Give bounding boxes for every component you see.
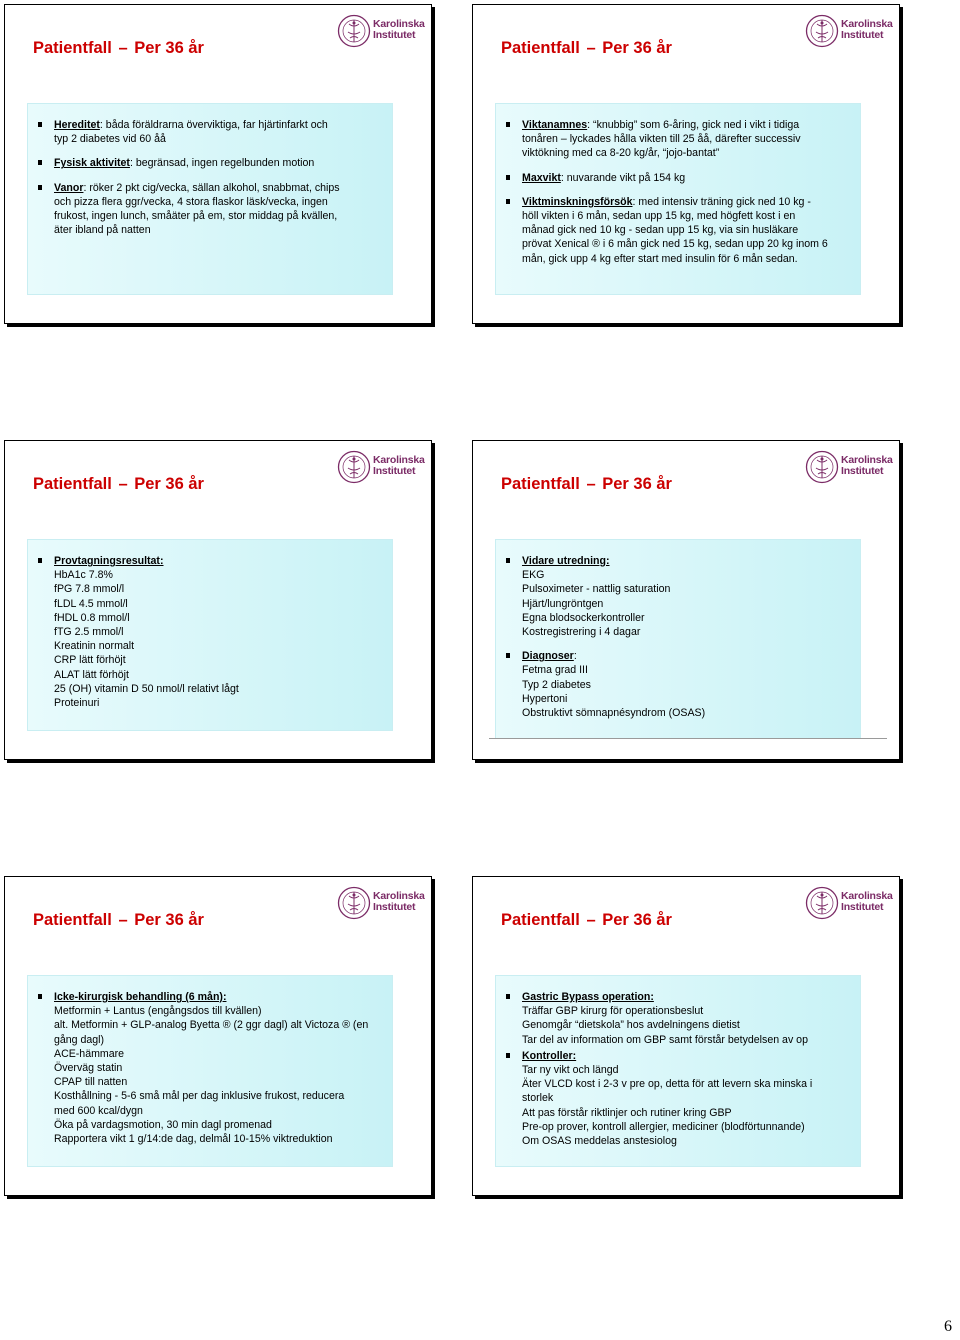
karolinska-seal-icon: [805, 14, 839, 48]
logo-line-2: Institutet: [373, 28, 416, 41]
bullet-maxvikt: Maxvikt: nuvarande vikt på 154 kg: [522, 171, 850, 185]
bullet-provtagningsresultat: Provtagningsresultat: HbA1c 7.8% fPG 7.8 mmol/l fLDL 4.5 mmol/l fHDL 0.8 mmol/l fTG 2.5 mmol/l Kreatinin normalt CRP lätt förhöjt ALAT lätt förhöjt 25 (OH) vitamin D 50 nmol/l relativt lågt Proteinuri: [54, 554, 382, 710]
logo-line-2: Institutet: [841, 464, 884, 477]
logo-line-2: Institutet: [373, 900, 416, 913]
bullet-vidare-utredning: Vidare utredning: EKG Pulsoximeter - nattlig saturation Hjärt/lungröntgen Egna blodsockerkontroller Kostregistrering i 4 dagar: [522, 554, 850, 639]
karolinska-logo: [805, 13, 891, 51]
logo-line-1: Karolinska: [841, 454, 893, 466]
logo-line-1: Karolinska: [373, 454, 425, 466]
slide-title: Patientfall – Per 36 år: [501, 39, 672, 57]
slide-5: [4, 876, 432, 1196]
slide-6: [472, 876, 900, 1196]
content-box: [495, 539, 861, 739]
slide-1: [4, 4, 432, 324]
content-box: [27, 975, 393, 1167]
karolinska-seal-icon: [337, 14, 371, 48]
slide-title: Patientfall – Per 36 år: [33, 911, 204, 929]
slide-title: Patientfall – Per 36 år: [33, 39, 204, 57]
slide-title: Patientfall – Per 36 år: [501, 475, 672, 493]
divider: [489, 738, 887, 739]
karolinska-seal-icon: [337, 450, 371, 484]
logo-line-2: Institutet: [841, 900, 884, 913]
karolinska-logo: [805, 885, 891, 923]
karolinska-logo: [337, 449, 423, 487]
content-box: [27, 103, 393, 295]
bullet-fysisk-aktivitet: Fysisk aktivitet: begränsad, ingen regelbunden motion: [54, 156, 382, 170]
logo-line-1: Karolinska: [373, 18, 425, 30]
logo-line-1: Karolinska: [841, 18, 893, 30]
slide-4: [472, 440, 900, 760]
bullet-vanor: Vanor: röker 2 pkt cig/vecka, sällan alkohol, snabbmat, chips och pizza flera ggr/vecka, 4 stora flaskor läsk/vecka, ingen frukost, ingen lunch, småäter på em, stor middag på kvällen, äter ibland på natten: [54, 181, 382, 238]
logo-line-2: Institutet: [841, 28, 884, 41]
slide-title: Patientfall – Per 36 år: [33, 475, 204, 493]
bullet-gastric-bypass: Gastric Bypass operation: Träffar GBP kirurg för operationsbeslut Genomgår “dietskola” hos avdelningens dietist Tar del av information om GBP samt förstår betydelsen av op: [522, 990, 850, 1047]
karolinska-logo: [337, 13, 423, 51]
bullet-viktanamnes: Viktanamnes: “knubbig” som 6-åring, gick ned i vikt i tidiga tonåren – lyckades hålla vikten till 25 åå, därefter successiv viktökning med ca 8-20 kg/år, “jojo-bantat”: [522, 118, 850, 161]
bullet-kontroller: Kontroller: Tar ny vikt och längd Äter VLCD kost i 2-3 v pre op, detta för att levern ska minska i storlek Att pas förstår riktlinjer och rutiner kring GBP Pre-op prover, kontroll allergier, mediciner (blodförtunnande) Om OSAS meddelas anstesiolog: [522, 1049, 850, 1148]
content-box: [495, 103, 861, 295]
karolinska-seal-icon: [337, 886, 371, 920]
bullet-viktminskningsforsok: Viktminskningsförsök: med intensiv träning gick ned 10 kg - höll vikten i 6 mån, sedan upp 15 kg, med högfett kost i en månad gick ned 10 kg - sedan upp 15 kg, via sin husläkare prövat Xenical ® i 6 mån gick ned 15 kg, sedan upp 20 kg inom 6 mån, gick upp 4 kg efter start med insulin för 6 mån sedan.: [522, 195, 850, 266]
bullet-diagnoser: Diagnoser: Fetma grad III Typ 2 diabetes Hypertoni Obstruktivt sömnapnésyndrom (OSAS): [522, 649, 850, 720]
content-box: [495, 975, 861, 1167]
karolinska-seal-icon: [805, 886, 839, 920]
slide-title: Patientfall – Per 36 år: [501, 911, 672, 929]
logo-line-2: Institutet: [373, 464, 416, 477]
logo-line-1: Karolinska: [373, 890, 425, 902]
content-box: [27, 539, 393, 731]
karolinska-seal-icon: [805, 450, 839, 484]
karolinska-logo: [805, 449, 891, 487]
page-number: 6: [944, 1318, 952, 1335]
bullet-hereditet: Hereditet: båda föräldrarna överviktiga, far hjärtinfarkt och typ 2 diabetes vid 60 åå: [54, 118, 382, 146]
slide-3: [4, 440, 432, 760]
slide-2: [472, 4, 900, 324]
bullet-icke-kirurgisk-behandling: Icke-kirurgisk behandling (6 mån): Metformin + Lantus (engångsdos till kvällen) alt. Metformin + GLP-analog Byetta ® (2 ggr dagl) alt Victoza ® (en gång dagl) ACE-hämmare Överväg statin CPAP till natten Kosthållning - 5-6 små mål per dag inklusive frukost, reducera med 600 kcal/dygn Öka på vardagsmotion, 30 min dagl promenad Rapportera vikt 1 g/14:de dag, delmål 10-15% viktreduktion: [54, 990, 382, 1146]
karolinska-logo: [337, 885, 423, 923]
logo-line-1: Karolinska: [841, 890, 893, 902]
